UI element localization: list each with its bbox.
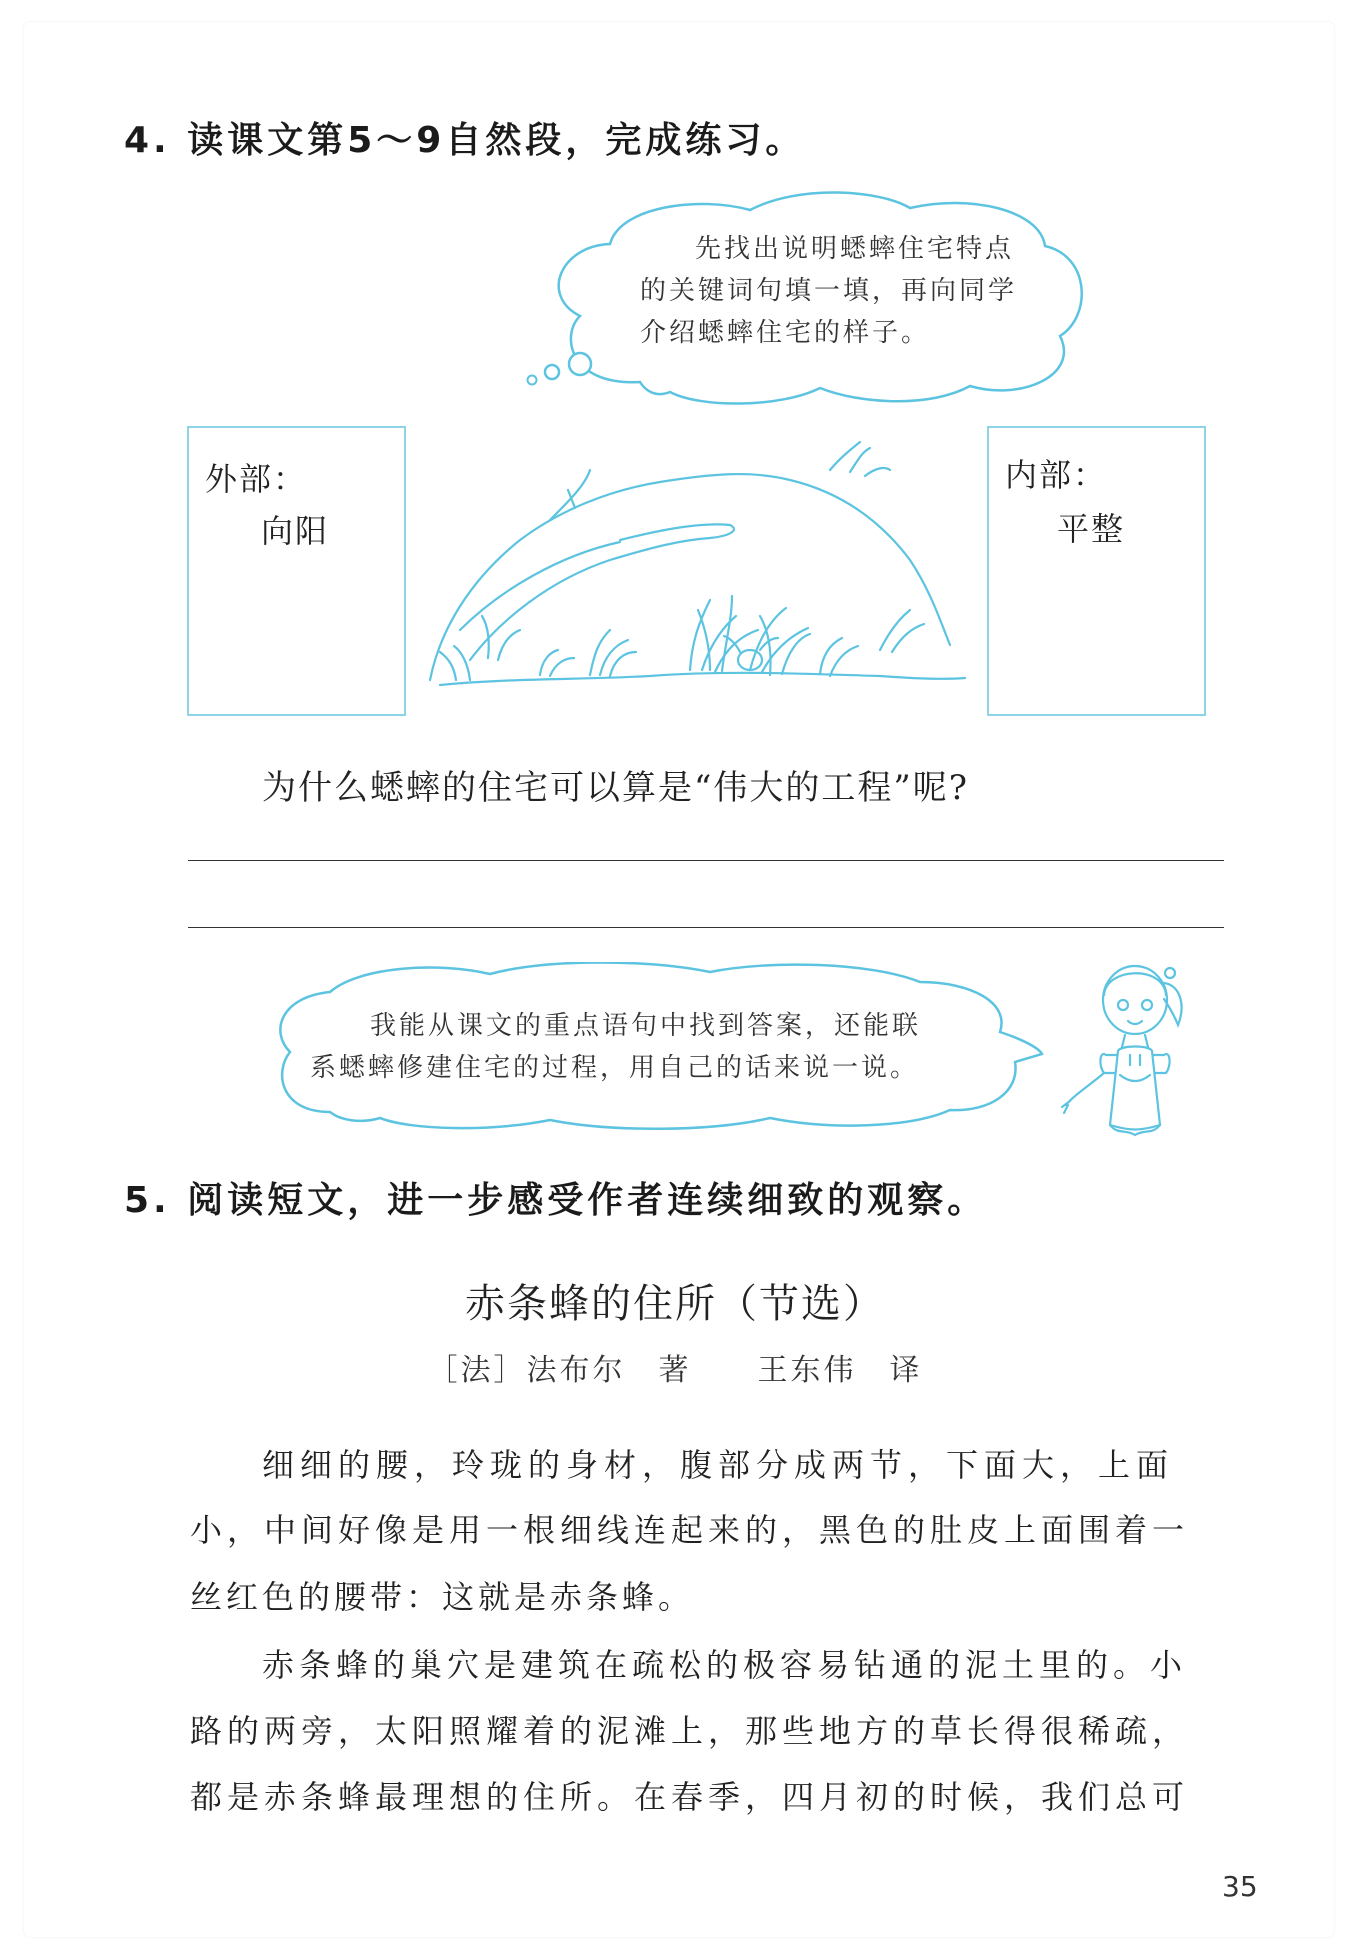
answer-line[interactable] <box>188 927 1224 928</box>
answer-line[interactable] <box>188 860 1224 861</box>
page-number: 35 <box>1222 1870 1258 1903</box>
girl-hint-line: 我能从课文的重点语句中找到答案，还能联 <box>370 1011 922 1041</box>
q5-heading: 5. 阅读短文，进一步感受作者连续细致的观察。 <box>124 1180 988 1221</box>
passage-line: 小，中间好像是用一根细线连起来的，黑色的肚皮上面围着一 <box>190 1511 1190 1549</box>
passage-line: 路的两旁，太阳照耀着的泥滩上，那些地方的草长得很稀疏， <box>190 1712 1190 1750</box>
girl-hint-line: 系蟋蟀修建住宅的过程，用自己的话来说一说。 <box>310 1053 920 1083</box>
q4-question: 为什么蟋蟀的住宅可以算是“伟大的工程”呢? <box>262 768 969 808</box>
girl-hint <box>310 1005 921 1089</box>
outside-label: 外部： <box>205 460 308 498</box>
inside-label: 内部： <box>1005 456 1108 494</box>
inside-value: 平整 <box>1057 510 1126 548</box>
passage-line: 细细的腰，玲珑的身材，腹部分成两节，下面大，上面 <box>262 1446 1175 1484</box>
outside-value: 向阳 <box>261 512 330 550</box>
passage-line: 赤条蜂的巢穴是建筑在疏松的极容易钻通的泥土里的。小 <box>262 1646 1188 1684</box>
passage-line: 都是赤条蜂最理想的住所。在春季，四月初的时候，我们总可 <box>190 1778 1190 1816</box>
inside-box[interactable] <box>987 426 1206 716</box>
hint-line: 先找出说明蟋蟀住宅特点 <box>695 234 1015 264</box>
passage-title: 赤条蜂的住所（节选） <box>465 1281 885 1327</box>
cricket-burrow-illustration <box>410 430 970 700</box>
hint-line: 的关键词句填一填，再向同学 <box>640 276 1018 306</box>
outside-box[interactable] <box>187 426 406 716</box>
q4-hint <box>640 228 1040 354</box>
passage-byline: ［法］法布尔 著 王东伟 译 <box>427 1353 923 1388</box>
hint-line: 介绍蟋蟀住宅的样子。 <box>640 318 931 348</box>
girl-illustration <box>1060 955 1210 1145</box>
passage-line: 丝红色的腰带：这就是赤条蜂。 <box>190 1578 695 1616</box>
q4-heading: 4. 读课文第5～9自然段，完成练习。 <box>124 120 806 161</box>
